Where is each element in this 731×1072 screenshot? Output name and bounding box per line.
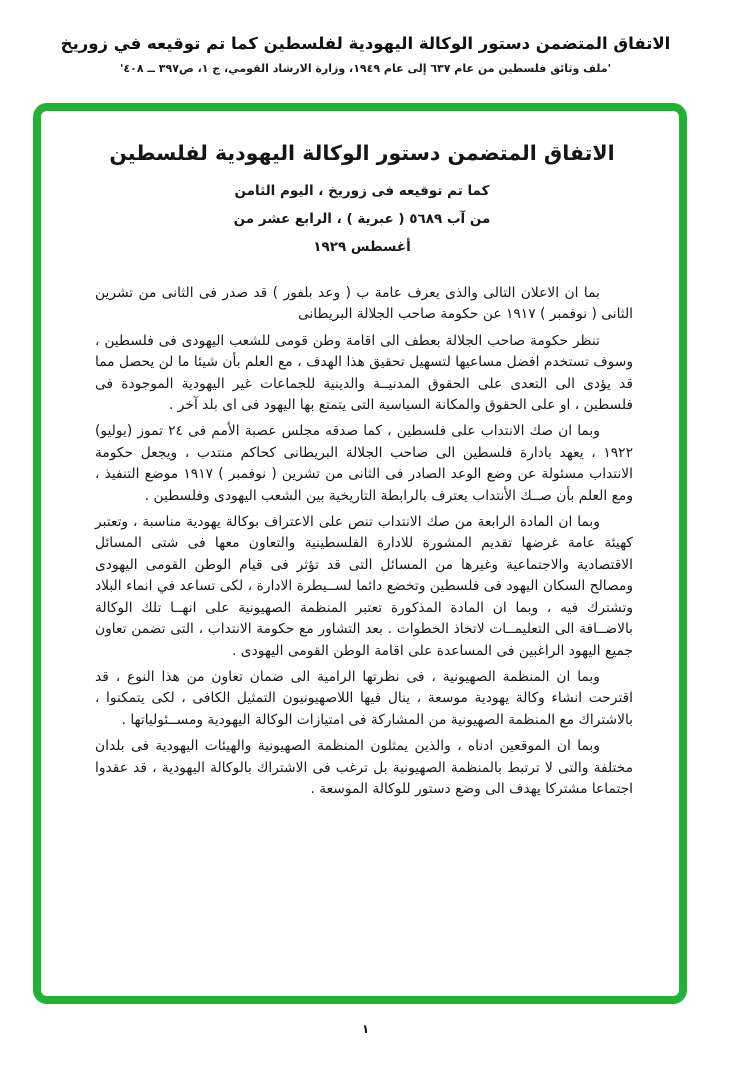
agreement-title: الاتفاق المتضمن دستور الوكالة اليهودية لفلسطين xyxy=(109,141,615,165)
agreement-subtitle-line-1: كما تم توقيعه فى زوريخ ، اليوم الثامن xyxy=(234,183,490,199)
agreement-subtitle-line-2: من آب ٥٦٨٩ ( عبرية ) ، الرابع عشر من xyxy=(233,211,491,227)
agreement-subtitle xyxy=(87,177,637,261)
page-number: ١ xyxy=(361,1022,370,1036)
agreement-body xyxy=(95,283,633,800)
body-paragraph-5: وبما ان المنظمة الصهيونية ، فى نظرتها الرامية الى ضمان تعاون من هذا النوع ، قد اقترحت انشاء وكالة يهودية موسعة ، ينال فيها اللاصهيونيون التمثيل الكافى ، لكى يتمكنوا ، بالاشتراك مع المنظمة الصهيونية من المشاركة فى امتيازات الوكالة اليهودية ومســئولياتها . xyxy=(95,668,633,728)
document-header-title: الاتفاق المتضمن دستور الوكالة اليهودية لفلسطين كما تم توقيعه في زوريخ xyxy=(60,34,671,53)
body-paragraph-4: وبما ان المادة الرابعة من صك الانتداب تنص على الاعتراف بوكالة يهودية مناسبة ، وتعتبر كهيئة عامة غرضها تقديم المشورة للادارة الفلسطينية والتعاون معها فى شتى المسائل الاقتصادية والاجتماعية وغيرها من المسائل التى قد تؤثر فى قيام الوطن القومى اليهودى ومصالح السكان اليهود فى فلسطين وتخضع دائما لســيطرة الادارة ، لكى تساعد في انماء البلاد وتشترك فيه ، وبما ان المادة المذكورة تعتبر المنظمة الصهيونية على انهــا تلك الوكالة بالاضــافة الى التعليمــات لاتخاذ الخطوات . بعد التشاور مع حكومة الانتداب ، التى تضمن تعاون جميع اليهود الراغبين فى المساعدة على اقامة الوطن القومى اليهودى . xyxy=(95,514,633,659)
page-header xyxy=(0,34,731,75)
document-border-frame xyxy=(33,103,687,1004)
document-scan-content xyxy=(41,111,679,800)
body-paragraph-1: بما ان الاعلان التالى والذى يعرف عامة ب ( وعد بلفور ) قد صدر فى الثانى من تشرين الثانى ( نوفمبر ) ١٩١٧ عن حكومة صاحب الجلالة البريطانى xyxy=(95,285,633,323)
body-paragraph-2: تنظر حكومة صاحب الجلالة بعطف الى اقامة وطن قومى للشعب اليهودى فى فلسطين ، وسوف تستخدم افضل مساعيها لتسهيل تحقيق هذا الهدف ، مع العلم بأن شيئا ما لن يحصل مما قد يؤدى الى التعدى على الحقوق المدنيــة والدينية للجماعات غير اليهودية الموجودة فى فلسطين ، او على الحقوق والمكانة السياسية التى يتمتع بها اليهود فى اى بلد آخر . xyxy=(95,332,633,414)
body-paragraph-3: وبما ان صك الانتداب على فلسطين ، كما صدقه مجلس عصبة الأمم فى ٢٤ تموز (يوليو) ١٩٢٢ ، يعهد بادارة فلسطين الى صاحب الجلالة البريطانى كحاكم منتدب ، ويجعل حكومة الانتداب مسئولة عن وضع الوعد الصادر فى الثانى من تشرين ( نوفمبر ) ١٩١٧ موضع التنفيذ ، ومع العلم بأن صــك الأنتداب يعترف بالرابطة التاريخية بين الشعب اليهودى وفلسطين . xyxy=(95,423,633,504)
document-source-citation: 'ملف وثائق فلسطين من عام ٦٣٧ إلى عام ١٩٤٩، وزارة الارشاد القومي، ج ١، ص٣٩٧ ــ ٤٠٨' xyxy=(120,62,611,75)
body-paragraph-6: وبما ان الموقعين ادناه ، والذين يمثلون المنظمة الصهيونية والهيئات اليهودية فى بلدان مختلفة والتى لا ترتبط بالمنظمة الصهيونية بل ترغب فى الاشتراك بالوكالة اليهودية ، قد عقدوا اجتماعا مشتركا يهدف الى وضع دستور للوكالة الموسعة . xyxy=(95,738,633,797)
agreement-subtitle-line-3: أغسطس ١٩٢٩ xyxy=(313,239,411,255)
